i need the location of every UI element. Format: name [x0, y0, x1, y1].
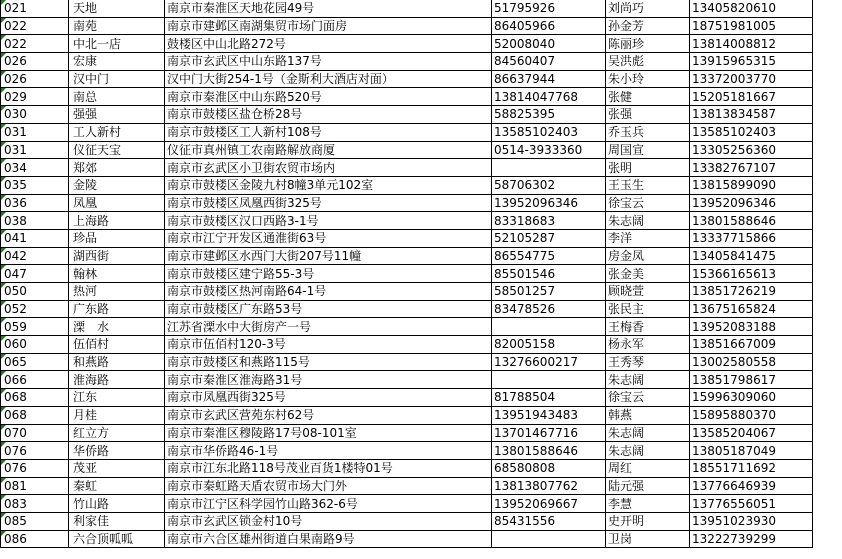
- contact-name-cell[interactable]: 韩燕: [606, 406, 690, 424]
- store-name-cell[interactable]: 湖西街: [69, 247, 165, 265]
- address-cell[interactable]: 南京市鼓楼区金陵九村8幢3单元102室: [165, 176, 492, 194]
- table-row: [1, 106, 813, 124]
- mobile-cell[interactable]: 13805187049: [690, 442, 813, 460]
- mobile-cell[interactable]: 13222739299: [690, 530, 813, 548]
- address-cell[interactable]: 南京市凤凰西街325号: [165, 389, 492, 407]
- store-name-cell[interactable]: 珍品: [69, 229, 165, 247]
- store-code-cell[interactable]: 052: [1, 300, 69, 318]
- store-code-cell[interactable]: 068: [1, 389, 69, 407]
- contact-name-cell[interactable]: 张民主: [606, 300, 690, 318]
- contact-name-cell[interactable]: 朱志阔: [606, 442, 690, 460]
- table-row: [1, 212, 813, 230]
- store-code-cell[interactable]: 041: [1, 229, 69, 247]
- contact-name-cell[interactable]: 王梅香: [606, 318, 690, 336]
- contact-name-cell[interactable]: 朱志阔: [606, 371, 690, 389]
- address-cell[interactable]: 南京市玄武区中山东路137号: [165, 53, 492, 71]
- contact-name-cell[interactable]: 朱小玲: [606, 70, 690, 88]
- table-row: [1, 88, 813, 106]
- store-code-cell[interactable]: 065: [1, 353, 69, 371]
- contact-name-cell[interactable]: 周国宣: [606, 141, 690, 159]
- contact-name-cell[interactable]: 顾晓萱: [606, 283, 690, 301]
- address-cell[interactable]: 南京市秦淮区天地花园49号: [165, 0, 492, 17]
- store-code-cell[interactable]: 022: [1, 35, 69, 53]
- phone-cell[interactable]: 13951943483: [492, 406, 606, 424]
- table-row: [1, 17, 813, 35]
- table-row: [1, 283, 813, 301]
- address-cell[interactable]: 南京市秦虹路天盾农贸市场大门外: [165, 477, 492, 495]
- address-cell[interactable]: 南京市建邺区水西门大街207号11幢: [165, 247, 492, 265]
- mobile-cell[interactable]: 15895880370: [690, 406, 813, 424]
- store-name-cell[interactable]: 强强: [69, 106, 165, 124]
- store-name-cell[interactable]: 六合顶呱呱: [69, 530, 165, 548]
- table-row: [1, 159, 813, 177]
- store-name-cell[interactable]: 热河: [69, 283, 165, 301]
- table-row: [1, 194, 813, 212]
- phone-cell[interactable]: [492, 159, 606, 177]
- table-row: [1, 406, 813, 424]
- address-cell[interactable]: 南京市江东北路118号茂业百货1楼特01号: [165, 459, 492, 477]
- store-code-cell[interactable]: 085: [1, 512, 69, 530]
- phone-cell[interactable]: 0514-3933360: [492, 141, 606, 159]
- mobile-cell[interactable]: 13776646939: [690, 477, 813, 495]
- mobile-cell[interactable]: 13776556051: [690, 495, 813, 513]
- contact-name-cell[interactable]: 杨永军: [606, 336, 690, 354]
- mobile-cell[interactable]: 13002580558: [690, 353, 813, 371]
- contact-name-cell[interactable]: 陆元强: [606, 477, 690, 495]
- mobile-cell[interactable]: 13675165824: [690, 300, 813, 318]
- phone-cell[interactable]: 84560407: [492, 53, 606, 71]
- table-row: [1, 336, 813, 354]
- phone-cell[interactable]: 58825395: [492, 106, 606, 124]
- address-cell[interactable]: 南京市华侨路46-1号: [165, 442, 492, 460]
- phone-cell[interactable]: 13813807762: [492, 477, 606, 495]
- mobile-cell[interactable]: 13815899090: [690, 176, 813, 194]
- contact-name-cell[interactable]: 朱志阔: [606, 424, 690, 442]
- mobile-cell[interactable]: 13915965315: [690, 53, 813, 71]
- table-row: [1, 442, 813, 460]
- store-code-cell[interactable]: 083: [1, 495, 69, 513]
- address-cell[interactable]: 南京市鼓楼区广东路53号: [165, 300, 492, 318]
- store-name-cell[interactable]: 伍佰村: [69, 336, 165, 354]
- store-code-cell[interactable]: 021: [1, 0, 69, 17]
- contact-name-cell[interactable]: 乔玉兵: [606, 123, 690, 141]
- store-name-cell[interactable]: 秦虹: [69, 477, 165, 495]
- mobile-cell[interactable]: 15366165613: [690, 265, 813, 283]
- store-name-cell[interactable]: 利家佳: [69, 512, 165, 530]
- phone-cell[interactable]: 86405966: [492, 17, 606, 35]
- store-code-cell[interactable]: 066: [1, 371, 69, 389]
- store-name-cell[interactable]: 上海路: [69, 212, 165, 230]
- store-name-cell[interactable]: 广东路: [69, 300, 165, 318]
- address-cell[interactable]: 南京市鼓楼区盐仓桥28号: [165, 106, 492, 124]
- table-row: [1, 0, 813, 17]
- store-code-cell[interactable]: 029: [1, 88, 69, 106]
- table-row: [1, 459, 813, 477]
- store-name-cell[interactable]: 天地: [69, 0, 165, 17]
- phone-cell[interactable]: 86637944: [492, 70, 606, 88]
- mobile-cell[interactable]: 13952096346: [690, 194, 813, 212]
- store-code-cell[interactable]: 031: [1, 141, 69, 159]
- store-name-cell[interactable]: 郑郊: [69, 159, 165, 177]
- store-code-cell[interactable]: 047: [1, 265, 69, 283]
- address-cell[interactable]: 南京市秦淮区淮海路31号: [165, 371, 492, 389]
- store-name-cell[interactable]: 红立方: [69, 424, 165, 442]
- store-code-cell[interactable]: 030: [1, 106, 69, 124]
- store-code-cell[interactable]: 068: [1, 406, 69, 424]
- address-cell[interactable]: 南京市伍佰村120-3号: [165, 336, 492, 354]
- table-row: [1, 35, 813, 53]
- store-code-cell[interactable]: 086: [1, 530, 69, 548]
- store-code-cell[interactable]: 034: [1, 159, 69, 177]
- phone-cell[interactable]: [492, 371, 606, 389]
- phone-cell[interactable]: 13585102403: [492, 123, 606, 141]
- store-code-cell[interactable]: 060: [1, 336, 69, 354]
- contact-name-cell[interactable]: 陈丽珍: [606, 35, 690, 53]
- contact-name-cell[interactable]: 朱志阔: [606, 212, 690, 230]
- store-name-cell[interactable]: 茂亚: [69, 459, 165, 477]
- contact-name-cell[interactable]: 房金凤: [606, 247, 690, 265]
- phone-cell[interactable]: [492, 318, 606, 336]
- phone-cell[interactable]: 52008040: [492, 35, 606, 53]
- store-name-cell[interactable]: 溧 水: [69, 318, 165, 336]
- mobile-cell[interactable]: 13813834587: [690, 106, 813, 124]
- contact-name-cell[interactable]: 卫岗: [606, 530, 690, 548]
- contact-name-cell[interactable]: 王秀琴: [606, 353, 690, 371]
- phone-cell[interactable]: 68580808: [492, 459, 606, 477]
- store-code-cell[interactable]: 022: [1, 17, 69, 35]
- table-row: [1, 389, 813, 407]
- table-row: [1, 353, 813, 371]
- phone-cell[interactable]: 13814047768: [492, 88, 606, 106]
- store-name-cell[interactable]: 工人新村: [69, 123, 165, 141]
- contact-name-cell[interactable]: 李慧: [606, 495, 690, 513]
- address-cell[interactable]: 南京市鼓楼区凤凰西街325号: [165, 194, 492, 212]
- phone-cell[interactable]: 85501546: [492, 265, 606, 283]
- mobile-cell[interactable]: 13951023930: [690, 512, 813, 530]
- store-code-cell[interactable]: 026: [1, 53, 69, 71]
- address-cell[interactable]: 南京市鼓楼区热河南路64-1号: [165, 283, 492, 301]
- table-row: [1, 530, 813, 548]
- table-row: [1, 70, 813, 88]
- address-cell[interactable]: 南京市鼓楼区和燕路115号: [165, 353, 492, 371]
- address-cell[interactable]: 仪征市真州镇工农南路解放商厦: [165, 141, 492, 159]
- store-code-cell[interactable]: 038: [1, 212, 69, 230]
- store-name-cell[interactable]: 华侨路: [69, 442, 165, 460]
- table-row: [1, 247, 813, 265]
- contact-name-cell[interactable]: 吴洪彪: [606, 53, 690, 71]
- mobile-cell[interactable]: 13305256360: [690, 141, 813, 159]
- mobile-cell[interactable]: 13585102403: [690, 123, 813, 141]
- contact-name-cell[interactable]: 孙金芳: [606, 17, 690, 35]
- phone-cell[interactable]: 13952096346: [492, 194, 606, 212]
- table-row: [1, 300, 813, 318]
- store-code-cell[interactable]: 031: [1, 123, 69, 141]
- store-code-cell[interactable]: 081: [1, 477, 69, 495]
- contact-name-cell[interactable]: 徐宝云: [606, 389, 690, 407]
- mobile-cell[interactable]: 13851726219: [690, 283, 813, 301]
- table-row: [1, 141, 813, 159]
- contact-name-cell[interactable]: 周红: [606, 459, 690, 477]
- mobile-cell[interactable]: 13405820610: [690, 0, 813, 17]
- store-name-cell[interactable]: 宏康: [69, 53, 165, 71]
- table-row: [1, 495, 813, 513]
- contact-name-cell[interactable]: 张明: [606, 159, 690, 177]
- store-name-cell[interactable]: 和燕路: [69, 353, 165, 371]
- store-code-cell[interactable]: 076: [1, 459, 69, 477]
- mobile-cell[interactable]: 13851798617: [690, 371, 813, 389]
- table-row: [1, 318, 813, 336]
- contact-name-cell[interactable]: 张金美: [606, 265, 690, 283]
- store-name-cell[interactable]: 南苑: [69, 17, 165, 35]
- store-name-cell[interactable]: 金陵: [69, 176, 165, 194]
- address-cell[interactable]: 南京市鼓楼区工人新村108号: [165, 123, 492, 141]
- phone-cell[interactable]: 81788504: [492, 389, 606, 407]
- store-name-cell[interactable]: 月桂: [69, 406, 165, 424]
- contact-name-cell[interactable]: 刘尚巧: [606, 0, 690, 17]
- mobile-cell[interactable]: 15996309060: [690, 389, 813, 407]
- contact-name-cell[interactable]: 张强: [606, 106, 690, 124]
- store-name-cell[interactable]: 淮海路: [69, 371, 165, 389]
- contact-name-cell[interactable]: 王玉生: [606, 176, 690, 194]
- table-row: [1, 265, 813, 283]
- mobile-cell[interactable]: 13814008812: [690, 35, 813, 53]
- mobile-cell[interactable]: 18551711692: [690, 459, 813, 477]
- phone-cell[interactable]: 82005158: [492, 336, 606, 354]
- table-row: [1, 176, 813, 194]
- phone-cell[interactable]: 83318683: [492, 212, 606, 230]
- address-cell[interactable]: 南京市秦淮区中山东路520号: [165, 88, 492, 106]
- mobile-cell[interactable]: 13851667009: [690, 336, 813, 354]
- store-code-cell[interactable]: 076: [1, 442, 69, 460]
- mobile-cell[interactable]: 18751981005: [690, 17, 813, 35]
- store-code-cell[interactable]: 059: [1, 318, 69, 336]
- address-cell[interactable]: 南京市鼓楼区汉口西路3-1号: [165, 212, 492, 230]
- table-row: [1, 477, 813, 495]
- store-code-cell[interactable]: 035: [1, 176, 69, 194]
- store-code-cell[interactable]: 070: [1, 424, 69, 442]
- phone-cell[interactable]: 86554775: [492, 247, 606, 265]
- table-row: [1, 371, 813, 389]
- address-cell[interactable]: 南京市玄武区小卫街农贸市场内: [165, 159, 492, 177]
- mobile-cell[interactable]: 13337715866: [690, 229, 813, 247]
- contact-name-cell[interactable]: 张健: [606, 88, 690, 106]
- table-row: [1, 53, 813, 71]
- address-cell[interactable]: 南京市六合区雄州街道白果南路9号: [165, 530, 492, 548]
- address-cell[interactable]: 鼓楼区中山北路272号: [165, 35, 492, 53]
- table-row: [1, 123, 813, 141]
- address-cell[interactable]: 南京市玄武区锁金村10号: [165, 512, 492, 530]
- table-row: [1, 512, 813, 530]
- mobile-cell[interactable]: 13372003770: [690, 70, 813, 88]
- address-cell[interactable]: 汉中门大街254-1号（金斯利大酒店对面）: [165, 70, 492, 88]
- mobile-cell[interactable]: 13585204067: [690, 424, 813, 442]
- store-code-cell[interactable]: 050: [1, 283, 69, 301]
- phone-cell[interactable]: 51795926: [492, 0, 606, 17]
- address-cell[interactable]: 南京市建邺区南湖集贸市场门面房: [165, 17, 492, 35]
- address-cell[interactable]: 南京市玄武区营苑东村62号: [165, 406, 492, 424]
- store-name-cell[interactable]: 翰林: [69, 265, 165, 283]
- mobile-cell[interactable]: 13382767107: [690, 159, 813, 177]
- phone-cell[interactable]: 13952069667: [492, 495, 606, 513]
- phone-cell[interactable]: 52105287: [492, 229, 606, 247]
- address-cell[interactable]: 南京市江宁开发区通淮街63号: [165, 229, 492, 247]
- contact-name-cell[interactable]: 李洋: [606, 229, 690, 247]
- phone-cell[interactable]: 83478526: [492, 300, 606, 318]
- table-row: [1, 424, 813, 442]
- mobile-cell[interactable]: 13405841475: [690, 247, 813, 265]
- mobile-cell[interactable]: 15205181667: [690, 88, 813, 106]
- address-cell[interactable]: 南京市秦淮区穆陵路17号08-101室: [165, 424, 492, 442]
- store-name-cell[interactable]: 江东: [69, 389, 165, 407]
- store-name-cell[interactable]: 汉中门: [69, 70, 165, 88]
- address-cell[interactable]: 南京市江宁区科学园竹山路362-6号: [165, 495, 492, 513]
- phone-cell[interactable]: 85431556: [492, 512, 606, 530]
- store-name-cell[interactable]: 中北一店: [69, 35, 165, 53]
- phone-cell[interactable]: 13801588646: [492, 442, 606, 460]
- store-name-cell[interactable]: 凤凰: [69, 194, 165, 212]
- contact-name-cell[interactable]: 史开明: [606, 512, 690, 530]
- store-name-cell[interactable]: 仪征天宝: [69, 141, 165, 159]
- table-body: [1, 0, 813, 548]
- phone-cell[interactable]: 58501257: [492, 283, 606, 301]
- store-code-cell[interactable]: 036: [1, 194, 69, 212]
- phone-cell[interactable]: 58706302: [492, 176, 606, 194]
- mobile-cell[interactable]: 13952083188: [690, 318, 813, 336]
- address-cell[interactable]: 江苏省溧水中大街房产一号: [165, 318, 492, 336]
- table-row: [1, 229, 813, 247]
- store-name-cell[interactable]: 竹山路: [69, 495, 165, 513]
- store-code-cell[interactable]: 042: [1, 247, 69, 265]
- address-cell[interactable]: 南京市鼓楼区建宁路55-3号: [165, 265, 492, 283]
- mobile-cell[interactable]: 13801588646: [690, 212, 813, 230]
- phone-cell[interactable]: 13701467716: [492, 424, 606, 442]
- phone-cell[interactable]: 13276600217: [492, 353, 606, 371]
- phone-cell[interactable]: [492, 530, 606, 548]
- contact-name-cell[interactable]: 徐宝云: [606, 194, 690, 212]
- store-name-cell[interactable]: 南总: [69, 88, 165, 106]
- store-code-cell[interactable]: 026: [1, 70, 69, 88]
